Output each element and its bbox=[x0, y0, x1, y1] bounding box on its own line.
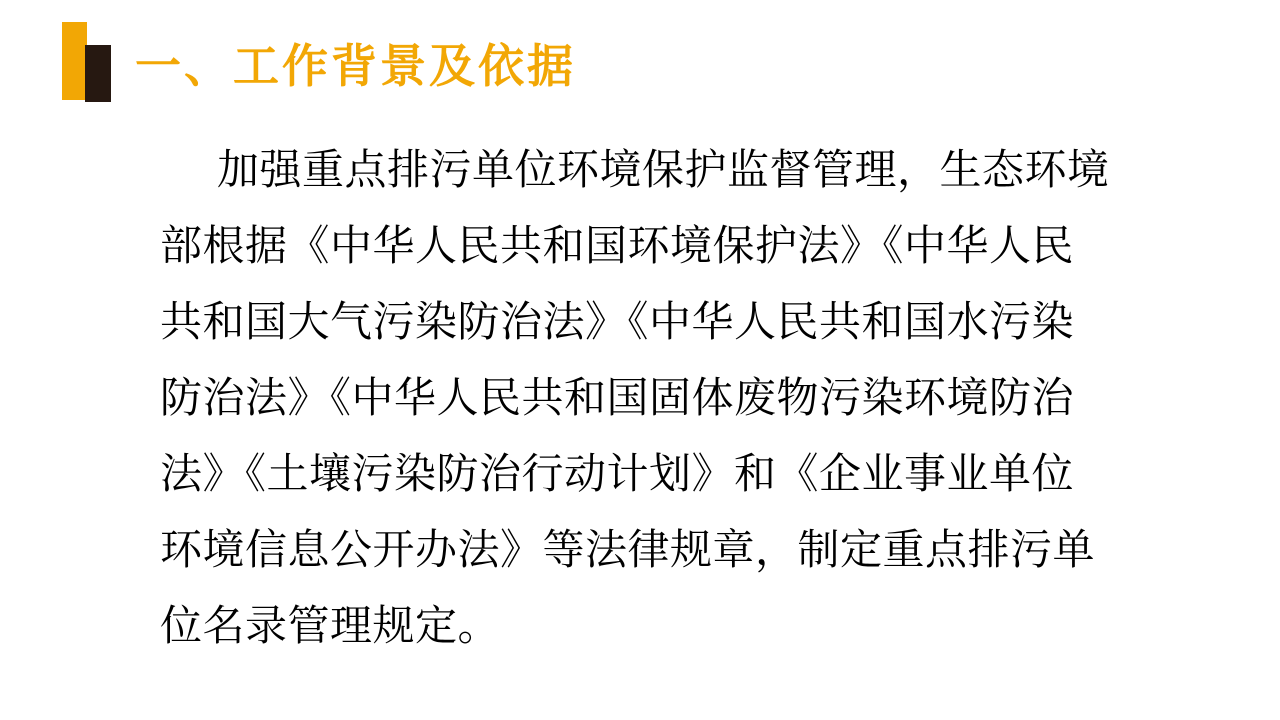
body-text-line: 环境信息公开办法》等法律规章，制定重点排污单 bbox=[160, 528, 1096, 574]
body-text-line: 共和国大气污染防治法》《中华人民共和国水污染 bbox=[160, 300, 1075, 346]
body-paragraph bbox=[160, 133, 1135, 665]
body-text-line: 加强重点排污单位环境保护监督管理，生态环境 bbox=[217, 148, 1110, 194]
slide-title: 一、工作背景及依据 bbox=[135, 40, 576, 92]
body-text-line: 法》《土壤污染防治行动计划》和《企业事业单位 bbox=[160, 452, 1075, 498]
body-text-line: 防治法》《中华人民共和国固体废物污染环境防治 bbox=[160, 376, 1075, 422]
body-text-line: 部根据《中华人民共和国环境保护法》《中华人民 bbox=[160, 224, 1075, 270]
body-text-line: 位名录管理规定。 bbox=[160, 604, 501, 650]
title-accent-bar-dark bbox=[85, 45, 111, 102]
title-accent-bar-orange bbox=[62, 22, 87, 100]
